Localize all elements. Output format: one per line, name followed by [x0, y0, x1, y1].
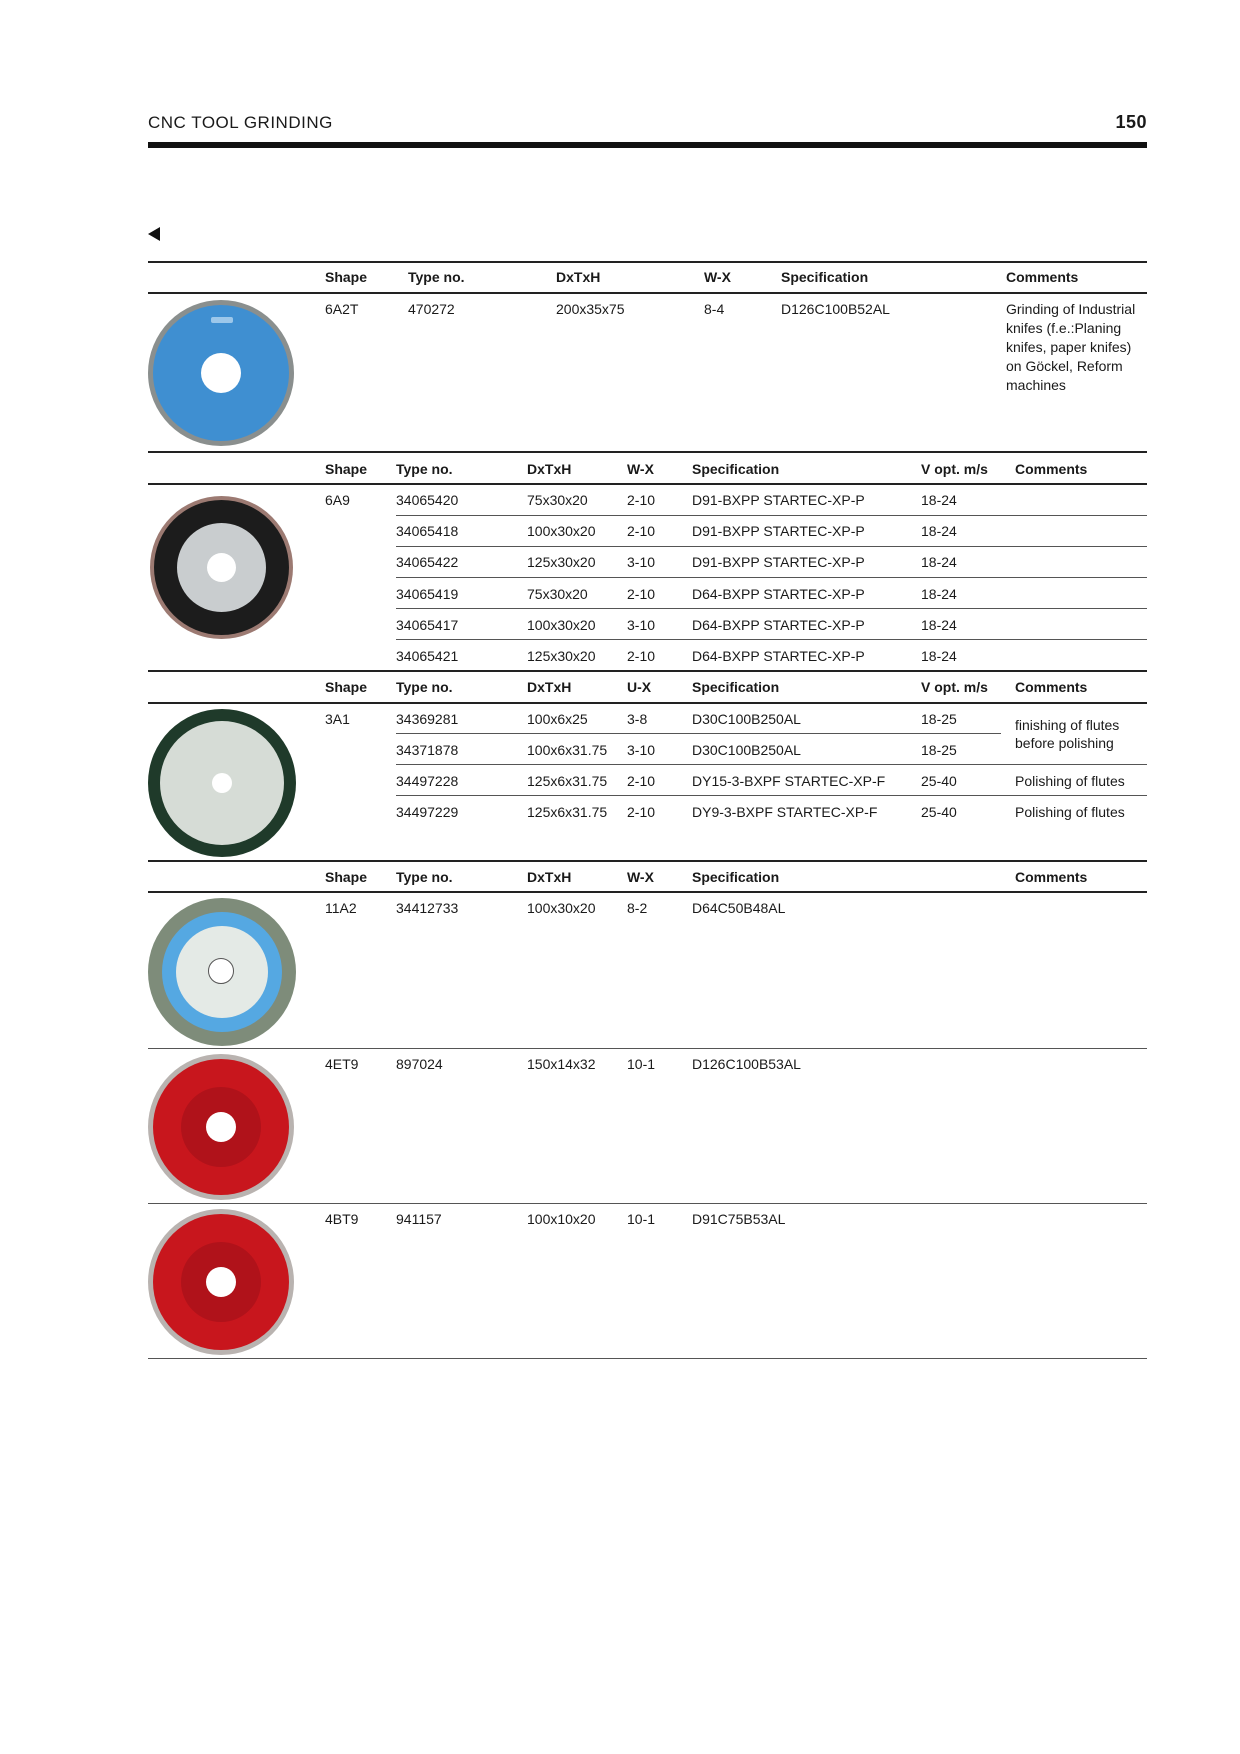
column-header-wx: W-X [627, 869, 654, 885]
row-shape: 6A2T [325, 301, 359, 317]
row-specification: D64-BXPP STARTEC-XP-P [692, 617, 865, 633]
row-specification: D64C50B48AL [692, 900, 786, 916]
table-rule [148, 451, 1147, 453]
wheel-6a9-image [150, 496, 293, 639]
column-header-dim: DxTxH [527, 869, 572, 885]
table-rule [148, 891, 1147, 893]
column-header-spec: Specification [781, 269, 869, 285]
row-vopt: 18-24 [921, 586, 957, 602]
row-dimensions: 100x30x20 [527, 617, 596, 633]
row-dimensions: 150x14x32 [527, 1056, 596, 1072]
column-header-comments: Comments [1015, 679, 1088, 695]
column-header-type: Type no. [396, 461, 453, 477]
row-vopt: 25-40 [921, 804, 957, 820]
row-divider [148, 1203, 1147, 1204]
row-divider [396, 764, 1147, 765]
column-header-type: Type no. [408, 269, 465, 285]
row-dimensions: 125x30x20 [527, 554, 596, 570]
row-divider [396, 546, 1147, 547]
row-dimensions: 100x10x20 [527, 1211, 596, 1227]
wheel-3a1-image [148, 709, 296, 857]
table-rule [148, 702, 1147, 704]
row-dimensions: 100x6x31.75 [527, 742, 608, 758]
row-specification: DY15-3-BXPF STARTEC-XP-F [692, 773, 886, 789]
wheel-4bt9-image [148, 1209, 294, 1355]
row-shape: 4ET9 [325, 1056, 359, 1072]
column-header-comments: Comments [1006, 269, 1079, 285]
row-type-no: 34065418 [396, 523, 459, 539]
column-header-spec: Specification [692, 869, 780, 885]
row-type-no: 34065421 [396, 648, 459, 664]
row-vopt: 18-24 [921, 492, 957, 508]
column-header-shape: Shape [325, 679, 368, 695]
group-shape: 3A1 [325, 711, 350, 727]
row-type-no: 34065420 [396, 492, 459, 508]
row-ux: 2-10 [627, 773, 656, 789]
row-dimensions: 100x30x20 [527, 523, 596, 539]
row-wx: 2-10 [627, 523, 656, 539]
table-rule [148, 261, 1147, 263]
row-ux: 2-10 [627, 804, 656, 820]
row-type-no: 34497229 [396, 804, 459, 820]
row-divider [148, 1048, 1147, 1049]
row-type-no: 34065422 [396, 554, 459, 570]
row-type-no: 34497228 [396, 773, 459, 789]
row-type-no: 941157 [396, 1211, 442, 1227]
row-divider [396, 515, 1147, 516]
column-header-vopt: V opt. m/s [921, 461, 988, 477]
row-divider [148, 1358, 1147, 1359]
row-vopt: 18-25 [921, 711, 957, 727]
row-dimensions: 125x6x31.75 [527, 773, 608, 789]
row-divider [396, 733, 1001, 734]
column-header-type: Type no. [396, 869, 453, 885]
row-specification: D91C75B53AL [692, 1211, 786, 1227]
row-type-no: 34412733 [396, 900, 459, 916]
column-header-dim: DxTxH [527, 461, 572, 477]
row-vopt: 18-24 [921, 523, 957, 539]
row-dimensions: 75x30x20 [527, 586, 588, 602]
row-dimensions: 100x30x20 [527, 900, 596, 916]
row-ux: 3-10 [627, 742, 656, 758]
row-wx: 10-1 [627, 1056, 656, 1072]
column-header-comments: Comments [1015, 869, 1088, 885]
row-divider [396, 639, 1147, 640]
wheel-6a2t-image [148, 300, 294, 446]
column-header-ux: U-X [627, 679, 652, 695]
column-header-dim: DxTxH [556, 269, 601, 285]
table-rule [148, 292, 1147, 294]
column-header-spec: Specification [692, 461, 780, 477]
row-vopt: 18-25 [921, 742, 957, 758]
merged-comment: finishing of flutes before polishing [1015, 717, 1120, 751]
table-rule [148, 483, 1147, 485]
row-specification: D30C100B250AL [692, 711, 801, 727]
row-comments: Polishing of flutes [1015, 773, 1125, 789]
row-type-no: 470272 [408, 301, 455, 317]
wheel-11a2-image [148, 898, 296, 1046]
column-header-dim: DxTxH [527, 679, 572, 695]
row-specification: D91-BXPP STARTEC-XP-P [692, 492, 865, 508]
row-dimensions: 125x30x20 [527, 648, 596, 664]
column-header-shape: Shape [325, 869, 368, 885]
row-wx: 2-10 [627, 648, 656, 664]
row-specification: D64-BXPP STARTEC-XP-P [692, 648, 865, 664]
column-header-spec: Specification [692, 679, 780, 695]
row-shape: 4BT9 [325, 1211, 359, 1227]
row-specification: D126C100B53AL [692, 1056, 801, 1072]
row-ux: 3-8 [627, 711, 648, 727]
row-wx: 10-1 [627, 1211, 656, 1227]
column-header-vopt: V opt. m/s [921, 679, 988, 695]
table-rule [148, 670, 1147, 672]
row-type-no: 34065419 [396, 586, 459, 602]
row-type-no: 897024 [396, 1056, 443, 1072]
row-dimensions: 100x6x25 [527, 711, 588, 727]
column-header-comments: Comments [1015, 461, 1088, 477]
wheel-4et9-image [148, 1054, 294, 1200]
row-type-no: 34065417 [396, 617, 459, 633]
row-dimensions: 125x6x31.75 [527, 804, 608, 820]
page-number: 150 [1115, 112, 1147, 132]
column-header-wx: W-X [627, 461, 654, 477]
row-vopt: 25-40 [921, 773, 957, 789]
row-dimensions: 75x30x20 [527, 492, 588, 508]
row-wx: 3-10 [627, 617, 656, 633]
column-header-shape: Shape [325, 269, 368, 285]
row-divider [396, 795, 1147, 796]
column-header-type: Type no. [396, 679, 453, 695]
row-specification: D91-BXPP STARTEC-XP-P [692, 554, 865, 570]
header-rule [148, 142, 1147, 148]
row-dimensions: 200x35x75 [556, 301, 625, 317]
row-specification: D30C100B250AL [692, 742, 801, 758]
page-header-title: CNC TOOL GRINDING [148, 113, 333, 132]
row-wx: 8-2 [627, 900, 648, 916]
row-specification: DY9-3-BXPF STARTEC-XP-F [692, 804, 878, 820]
row-divider [396, 577, 1147, 578]
row-wx: 2-10 [627, 492, 656, 508]
row-specification: D126C100B52AL [781, 301, 890, 317]
row-specification: D64-BXPP STARTEC-XP-P [692, 586, 865, 602]
row-vopt: 18-24 [921, 554, 957, 570]
row-specification: D91-BXPP STARTEC-XP-P [692, 523, 865, 539]
column-header-wx: W-X [704, 269, 731, 285]
row-wx: 3-10 [627, 554, 656, 570]
table-rule [148, 860, 1147, 862]
row-wx: 8-4 [704, 301, 725, 317]
group-shape: 6A9 [325, 492, 350, 508]
row-wx: 2-10 [627, 586, 656, 602]
column-header-shape: Shape [325, 461, 368, 477]
row-comments: Polishing of flutes [1015, 804, 1125, 820]
row-vopt: 18-24 [921, 617, 957, 633]
row-type-no: 34369281 [396, 711, 459, 727]
row-comments: Grinding of Industrial knifes (f.e.:Planing knifes, paper knifes) on Göckel, Reform machines [1006, 301, 1136, 393]
row-vopt: 18-24 [921, 648, 957, 664]
row-shape: 11A2 [325, 900, 357, 916]
back-arrow-icon[interactable] [148, 227, 160, 241]
row-divider [396, 608, 1147, 609]
row-type-no: 34371878 [396, 742, 459, 758]
